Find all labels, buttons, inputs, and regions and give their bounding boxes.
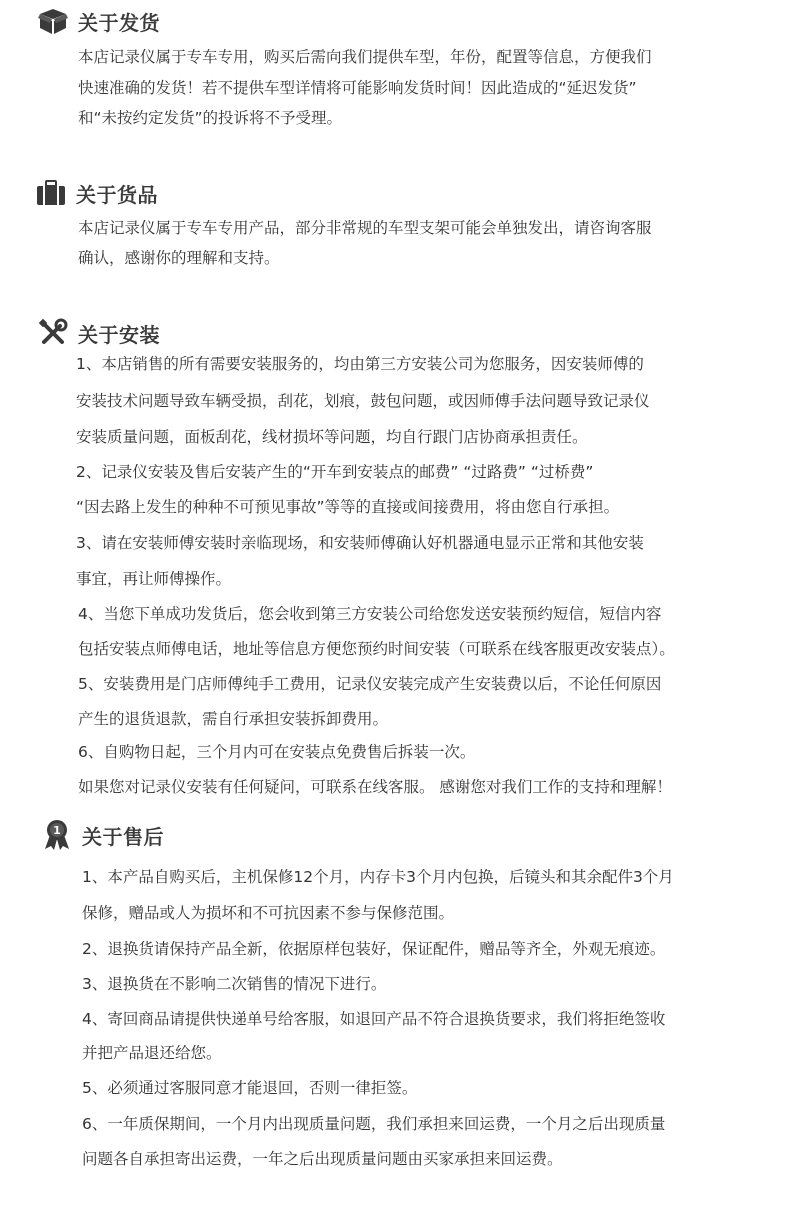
aftersales-text-line: 问题各自承担寄出运费，一年之后出现质量问题由买家承担来回运费。 <box>82 1150 563 1168</box>
aftersales-text-line: 2、退换货请保持产品全新，依据原样包装好，保证配件，赠品等齐全，外观无痕迹。 <box>82 940 666 958</box>
section-header-shipping <box>36 6 160 36</box>
install-text-line: 1、本店销售的所有需要安装服务的，均由第三方安装公司为您服务，因安装师傅的 <box>76 355 644 373</box>
aftersales-text-line: 1、本产品自购买后，主机保修12个月，内存卡3个月内包换，后镜头和其余配件3个月 <box>82 868 674 886</box>
install-text-line: 3、请在安装师傅安装时亲临现场，和安装师傅确认好机器通电显示正常和其他安装 <box>76 534 644 552</box>
section-title-goods: 关于货品 <box>76 182 158 207</box>
install-text-line: 如果您对记录仪安装有任何疑问，可联系在线客服。 感谢您对我们工作的支持和理解！ <box>78 778 672 796</box>
section-header-goods <box>34 178 158 208</box>
aftersales-text-line: 3、退换货在不影响二次销售的情况下进行。 <box>82 975 387 993</box>
install-text-line: 2、记录仪安装及售后安装产生的“开车到安装点的邮费” “过路费” “过桥费” <box>76 463 594 481</box>
install-text-line: 6、自购物日起，三个月内可在安装点免费售后拆装一次。 <box>78 743 476 761</box>
section-title-install: 关于安装 <box>78 322 160 347</box>
section-title-aftersales: 关于售后 <box>82 824 164 849</box>
aftersales-text-line: 保修，赠品或人为损坏和不可抗因素不参与保修范围。 <box>82 904 455 922</box>
aftersales-text-line: 并把产品退还给您。 <box>82 1044 222 1062</box>
install-text-line: 安装质量问题，面板刮花，线材损坏等问题，均自行跟门店协商承担责任。 <box>76 428 588 446</box>
install-text-line: 5、安装费用是门店师傅纯手工费用，记录仪安装完成产生安装费以后，不论任何原因 <box>78 675 662 693</box>
section-title-shipping: 关于发货 <box>78 10 160 35</box>
install-text-line: 4、当您下单成功发货后，您会收到第三方安装公司给您发送安装预约短信，短信内容 <box>78 605 662 623</box>
install-text-line: 安装技术问题导致车辆受损，刮花，划痕，鼓包问题，或因师傅手法问题导致记录仪 <box>76 392 650 410</box>
section-header-aftersales <box>40 820 164 850</box>
shipping-text-line: 和“未按约定发货”的投诉将不予受理。 <box>78 109 343 127</box>
package-box-icon <box>36 6 70 36</box>
install-text-line: 包括安装点师傅电话，地址等信息方便您预约时间安装（可联系在线客服更改安装点）。 <box>78 640 675 658</box>
shipping-text-line: 本店记录仪属于专车专用，购买后需向我们提供车型，年份，配置等信息，方便我们 <box>78 48 652 66</box>
install-text-line: 产生的退货退款，需自行承担安装拆卸费用。 <box>78 710 389 728</box>
aftersales-text-line: 6、一年质保期间，一个月内出现质量问题，我们承担来回运费，一个月之后出现质量 <box>82 1115 666 1133</box>
wrench-screwdriver-icon <box>36 318 70 348</box>
goods-text-line: 确认，感谢你的理解和支持。 <box>78 249 280 267</box>
install-text-line: “因去路上发生的种种不可预见事故”等等的直接或间接费用，将由您自行承担。 <box>76 498 620 516</box>
award-badge-number: 1 <box>53 824 61 837</box>
suitcase-icon <box>34 178 68 208</box>
section-header-install <box>36 318 160 348</box>
install-text-line: 事宜，再让师傅操作。 <box>76 570 232 588</box>
award-ribbon-icon <box>40 820 74 850</box>
aftersales-text-line: 4、寄回商品请提供快递单号给客服，如退回产品不符合退换货要求，我们将拒绝签收 <box>82 1010 666 1028</box>
goods-text-line: 本店记录仪属于专车专用产品，部分非常规的车型支架可能会单独发出，请咨询客服 <box>78 219 652 237</box>
shipping-text-line: 快速准确的发货！若不提供车型详情将可能影响发货时间！因此造成的“延迟发货” <box>78 79 637 97</box>
aftersales-text-line: 5、必须通过客服同意才能退回，否则一律拒签。 <box>82 1079 418 1097</box>
